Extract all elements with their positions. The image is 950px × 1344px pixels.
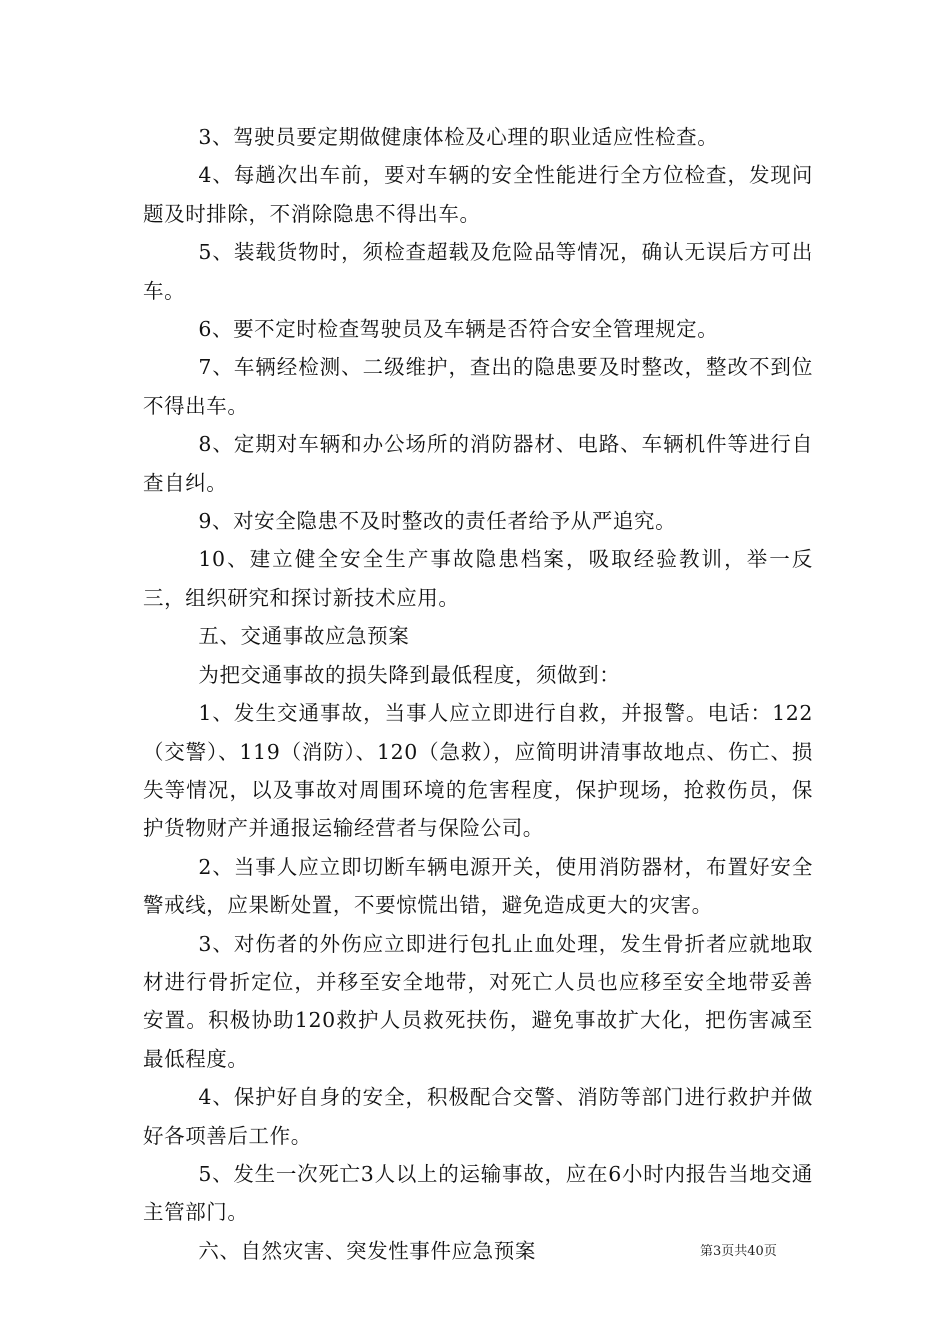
emergency-item-2: 2、当事人应立即切断车辆电源开关，使用消防器材，布置好安全警戒线，应果断处置，不要惊慌出错，避免造成更大的灾害。	[143, 854, 813, 918]
page-number: 第3页共40页	[700, 1244, 777, 1259]
emergency-item-3: 3、对伤者的外伤应立即进行包扎止血处理，发生骨折者应就地取材进行骨折定位，并移至安全地带，对死亡人员也应移至安全地带妥善安置。积极协助120救护人员救死扶伤，避免事故扩大化，把伤害减至最低程度。	[143, 931, 813, 1071]
paragraph-item-7: 7、车辆经检测、二级维护，查出的隐患要及时整改，整改不到位不得出车。	[143, 355, 813, 418]
emergency-item-1: 1、发生交通事故，当事人应立即进行自救，并报警。电话：122（交警）、119（消防）、120（急救），应简明讲清事故地点、伤亡、损失等情况，以及事故对周围环境的危害程度，保护现场，抢救伤员，保护货物财产并通报运输经营者与保险公司。	[143, 701, 813, 841]
emergency-item-5: 5、发生一次死亡3人以上的运输事故，应在6小时内报告当地交通主管部门。	[143, 1161, 813, 1225]
section-intro: 为把交通事故的损失降到最低程度，须做到：	[198, 662, 621, 687]
emergency-item-4: 4、保护好自身的安全，积极配合交警、消防等部门进行救护并做好各项善后工作。	[143, 1085, 813, 1148]
paragraph-item-9: 9、对安全隐患不及时整改的责任者给予从严追究。	[198, 509, 677, 534]
paragraph-item-6: 6、要不定时检查驾驶员及车辆是否符合安全管理规定。	[198, 317, 719, 342]
paragraph-item-5: 5、装载货物时，须检查超载及危险品等情况，确认无误后方可出车。	[143, 240, 813, 303]
paragraph-item-8: 8、定期对车辆和办公场所的消防器材、电路、车辆机件等进行自查自纠。	[143, 432, 813, 495]
document-body	[143, 118, 813, 1270]
section-heading-5: 五、交通事故应急预案	[198, 624, 410, 649]
paragraph-item-10: 10、建立健全安全生产事故隐患档案，吸取经验教训，举一反三，组织研究和探讨新技术应用。	[143, 547, 813, 610]
paragraph-item-3: 3、驾驶员要定期做健康体检及心理的职业适应性检查。	[198, 125, 719, 149]
section-heading-6: 六、自然灾害、突发性事件应急预案	[198, 1238, 536, 1263]
paragraph-item-4: 4、每趟次出车前，要对车辆的安全性能进行全方位检查，发现问题及时排除，不消除隐患不得出车。	[143, 163, 813, 226]
